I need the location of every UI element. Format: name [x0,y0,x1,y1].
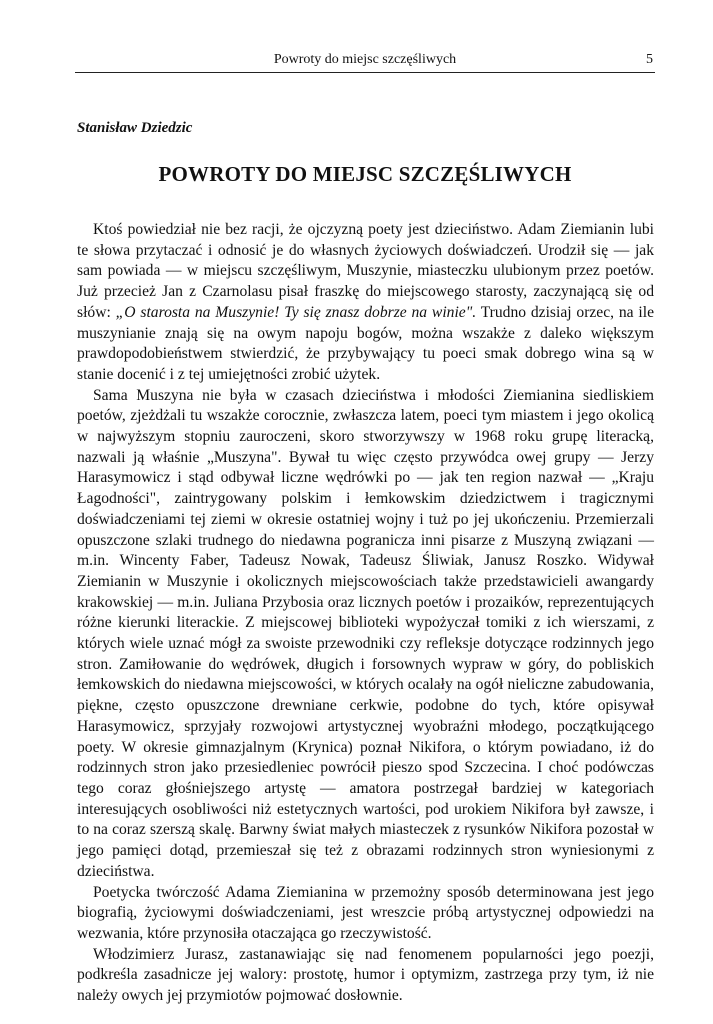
running-header [75,52,655,73]
running-title: Powroty do miejsc szczęśliwych [273,52,457,67]
author-name: Stanisław Dziedzic [77,120,193,136]
article-body [77,220,654,1007]
paragraph-3: Poetycka twórczość Adama Ziemianina w przemożny sposób determinowana jest jego biografią, życiowymi doświadczeniami, jest wreszcie próbą artystycznej odpowiedzi na wezwania, które przynosiła otaczająca go rzeczywistość. [77,883,654,942]
paragraph-1-continuation: Trudno dzisiaj orzec, na ile muszynianie znają się na owym napoju bogów, można wszakże z daleko większym prawdopodobieństwem stwierdzić, że przybywający tu poeci smak dobrego wina są w stanie docenić i z tej umiejętności zrobić użytek. [77,303,654,383]
paragraph-1-text: Ktoś powiedział nie bez racji, że ojczyzną poety jest dzieciństwo. Adam Ziemianin lubi te słowa przytaczać i odnosić je do własnych życiowych doświadczeń. Urodził się — jak sam powiada — w miejscu szczęśliwym, Muszynie, miasteczku ulubionym przez poetów. Już przecież Jan z Czarnolasu pisał fraszkę do miejscowego starosty, zaczynającą się od słów: [77,221,654,321]
kochanowski-quote: „O starosta na Muszynie! Ty się znasz dobrze na winie". [115,303,477,321]
paragraph-1 [77,220,654,386]
paragraph-4: Włodzimierz Jurasz, zastanawiając się nad fenomenem popularności jego poezji, podkreśla zasadnicze jej walory: prostotę, humor i optymizm, zastrzega przy tym, iż nie należy owych jej przymiotów pojmować dosłownie. [77,945,654,1005]
article-title: POWROTY DO MIEJSC SZCZĘŚLIWYCH [158,162,572,186]
page-number: 5 [646,52,653,67]
paragraph-2: Sama Muszyna nie była w czasach dzieciństwa i młodości Ziemianina siedliskiem poetów, zjeżdżali tu wszakże corocznie, zwłaszcza latem, poeci tym miastem i jego okolicą w najwyższym stopniu zauroczeni, skoro stworzywszy w 1968 roku grupę literacką, nazwali ją właśnie „Muszyna". Bywał tu więc często przywódca owej grupy — Jerzy Harasymowicz i stąd odbywał liczne wędrówki po — jak ten region nazwał — „Kraju Łagodności", zaintrygowany polskim i łemkowskim dziedzictwem i tragicznymi doświadczeniami tej ziemi w okresie ostatniej wojny i tuż po jej ukończeniu. Przemierzali opuszczone szlaki trudnego do niedawna pogranicza inni pisarze z Muszyną związani — m.in. Wincenty Faber, Tadeusz Nowak, Tadeusz Śliwiak, Janusz Roszko. Widywał Ziemianin w Muszynie i okolicznych miejscowościach także przedstawicieli awangardy krakowskiej — m.in. Juliana Przybosia oraz licznych poetów i prozaików, reprezentujących różne kierunki literackie. Z miejscowej biblioteki wypożyczał tomiki z ich wierszami, z których wiele uznać mógł za swoiste przewodniki czy refleksje dotyczące rodzinnych jego stron. Zamiłowanie do wędrówek, długich i forsownych wypraw w góry, do pobliskich łemkowskich do niedawna miejscowości, w których ocalały na ogół nieliczne zabudowania, piękne, często opuszczone drewniane cerkwie, podobne do tych, które opisywał Harasymowicz, sprzyjały rozwojowi artystycznej wyobraźni młodego, początkującego poety. W okresie gimnazjalnym (Krynica) poznał Nikifora, o którym powiadano, iż do rodzinnych stron jako przesiedleniec powrócił pieszo spod Szczecina. I choć podówczas tego coraz głośniejszego artystę — amatora postrzegał bardziej w kategoriach interesujących osobliwości niż estetycznych wartości, pod urokiem Nikifora był zawsze, i to na coraz szerszą skalę. Barwny świat małych miasteczek z rysunków Nikifora pozostał w jego pamięci dotąd, przemieszał się też z obrazami rodzinnych stron wyniesionymi z dzieciństwa. [77,386,654,880]
